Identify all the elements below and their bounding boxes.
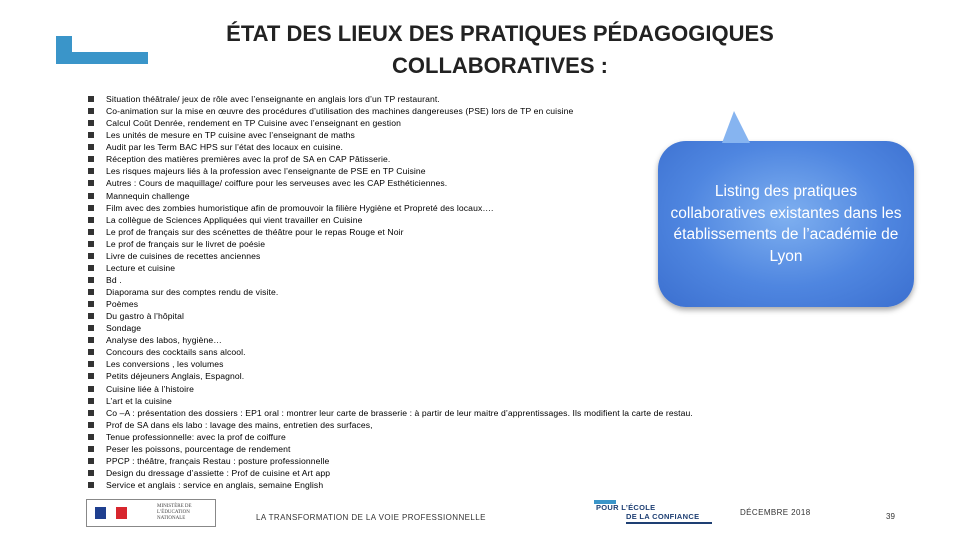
ecole-confiance-logo <box>594 500 718 524</box>
list-item: Mannequin challenge <box>88 190 788 202</box>
logo-line-1: POUR L’ÉCOLE <box>596 503 656 512</box>
title-line-1: ÉTAT DES LIEUX DES PRATIQUES PÉDAGOGIQUES <box>226 21 774 46</box>
title-line-2: COLLABORATIVES : <box>392 53 608 78</box>
list-item: Analyse des labos, hygiène… <box>88 334 788 346</box>
list-item: Peser les poissons, pourcentage de rendement <box>88 443 788 455</box>
footer-date: DÉCEMBRE 2018 <box>740 508 811 517</box>
list-item: Concours des cocktails sans alcool. <box>88 346 788 358</box>
list-item: Calcul Coût Denrée, rendement en TP Cuisine avec l’enseignant en gestion <box>88 117 788 129</box>
ministere-logo-text: MINISTÈRE DE L’ÉDUCATION NATIONALE <box>157 504 192 521</box>
list-item: Réception des matières premières avec la prof de SA en CAP Pâtisserie. <box>88 153 788 165</box>
callout-bubble <box>658 141 914 307</box>
logo-underline <box>626 522 712 524</box>
list-item: Le prof de français sur des scénettes de théâtre pour le repas Rouge et Noir <box>88 226 788 238</box>
footer-title: LA TRANSFORMATION DE LA VOIE PROFESSIONNELLE <box>256 513 486 522</box>
list-item: Service et anglais : service en anglais, semaine English <box>88 479 788 491</box>
list-item: Co-animation sur la mise en œuvre des procédures d’utilisation des machines dangereuses (PSE) lors de TP en cuisine <box>88 105 788 117</box>
logo-line-2: DE LA CONFIANCE <box>626 512 700 521</box>
list-item: Tenue professionnelle: avec la prof de coiffure <box>88 431 788 443</box>
list-item: PPCP : théâtre, français Restau : posture professionnelle <box>88 455 788 467</box>
list-item: Situation théâtrale/ jeux de rôle avec l’enseignante en anglais lors d’un TP restaurant. <box>88 93 788 105</box>
list-item: Design du dressage d’assiette : Prof de cuisine et Art app <box>88 467 788 479</box>
list-item: Les conversions , les volumes <box>88 358 788 370</box>
list-item: Co –A : présentation des dossiers : EP1 oral : montrer leur carte de brasserie : à partir de leur maitre d’apprentissages. Ils modifient la carte de restau. <box>88 407 788 419</box>
list-item: Le prof de français sur le livret de poésie <box>88 238 788 250</box>
list-item: Livre de cuisines de recettes anciennes <box>88 250 788 262</box>
ministere-logo <box>86 499 216 527</box>
list-item: Les risques majeurs liés à la profession avec l’enseignante de PSE en TP Cuisine <box>88 165 788 177</box>
page-number: 39 <box>886 512 895 521</box>
list-item: Autres : Cours de maquillage/ coiffure pour les serveuses avec les CAP Esthéticiennes. <box>88 177 788 189</box>
list-item: Diaporama sur des comptes rendu de visite. <box>88 286 788 298</box>
list-item: Sondage <box>88 322 788 334</box>
page-title <box>130 18 870 82</box>
list-item: Audit par les Term BAC HPS sur l’état des locaux en cuisine. <box>88 141 788 153</box>
list-item: Cuisine liée à l’histoire <box>88 383 788 395</box>
list-item: L’art et la cuisine <box>88 395 788 407</box>
list-item: Du gastro à l’hôpital <box>88 310 788 322</box>
list-item: Prof de SA dans els labo : lavage des mains, entretien des surfaces, <box>88 419 788 431</box>
list-item: Petits déjeuners Anglais, Espagnol. <box>88 370 788 382</box>
list-item: La collègue de Sciences Appliquées qui vient travailler en Cuisine <box>88 214 788 226</box>
list-item: Les unités de mesure en TP cuisine avec l’enseignant de maths <box>88 129 788 141</box>
list-item: Poèmes <box>88 298 788 310</box>
list-item: Bd . <box>88 274 788 286</box>
list-item: Film avec des zombies humoristique afin de promouvoir la filière Hygiène et Propreté des locaux…. <box>88 202 788 214</box>
french-flag-icon <box>95 506 127 518</box>
list-item: Lecture et cuisine <box>88 262 788 274</box>
callout-text: Listing des pratiques collaboratives existantes dans les établissements de l’académie de Lyon <box>670 183 902 265</box>
